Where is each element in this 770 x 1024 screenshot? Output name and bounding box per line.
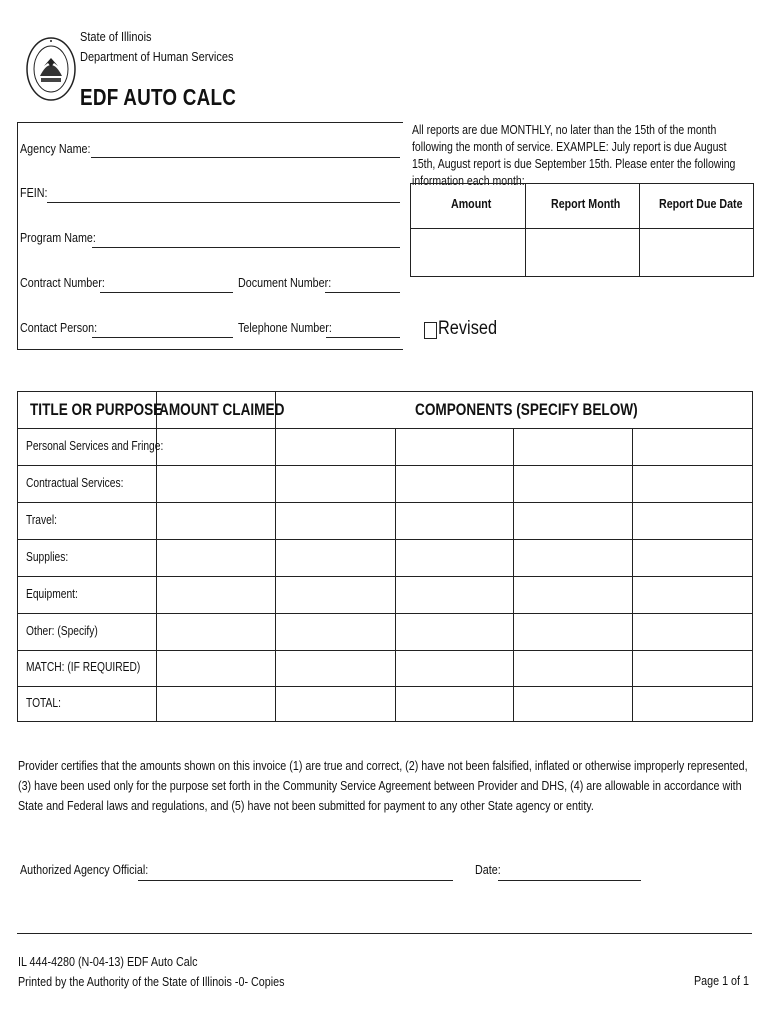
amount-cell[interactable] <box>411 229 525 276</box>
telephone-number-field[interactable] <box>326 337 400 338</box>
state-seal-logo <box>26 36 76 102</box>
due-header-amount: Amount <box>451 196 492 211</box>
row-personal-services: Personal Services and Fringe: <box>26 439 164 453</box>
state-name: State of Illinois <box>80 30 152 44</box>
form-id: IL 444-4280 (N-04-13) EDF Auto Calc <box>18 955 198 969</box>
header-amount-claimed: AMOUNT CLAIMED <box>159 400 285 419</box>
row-contractual-services: Contractual Services: <box>26 476 124 490</box>
official-label: Authorized Agency Official: <box>20 863 149 877</box>
provider-certification: Provider certifies that the amounts shown on this invoice (1) are true and correct, (2) have not been falsified, inflated or otherwise improperly represented, (3) have been used only for the purpose set forth in the Community Service Agreement between Provider and DHS, (4) are allowable in accordance with State and Federal laws and regulations, and (5) have not been submitted for payment to any other State agency or entity. <box>18 759 748 813</box>
expense-table <box>17 391 753 722</box>
row-equipment: Equipment: <box>26 587 78 601</box>
fein-field[interactable] <box>47 202 400 203</box>
agency-name-field[interactable] <box>91 157 400 158</box>
row-supplies: Supplies: <box>26 550 69 564</box>
revised-checkbox[interactable] <box>424 322 437 339</box>
report-month-cell[interactable] <box>526 229 639 276</box>
fein-label: FEIN: <box>20 186 48 200</box>
due-header-report-due-date: Report Due Date <box>659 196 743 211</box>
page-title: EDF AUTO CALC <box>80 84 237 110</box>
contract-number-label: Contract Number: <box>20 276 105 290</box>
row-other: Other: (Specify) <box>26 624 98 638</box>
program-name-field[interactable] <box>92 247 400 248</box>
telephone-number-label: Telephone Number: <box>238 321 332 335</box>
contact-person-field[interactable] <box>92 337 233 338</box>
header-components: COMPONENTS (SPECIFY BELOW) <box>415 400 638 419</box>
report-due-date-cell[interactable] <box>640 229 753 276</box>
monthly-report-notice: All reports are due MONTHLY, no later than the 15th of the month following the month of service. EXAMPLE: July report is due August 15th, August report is due September 15th. Please enter the following information each month: <box>412 123 736 188</box>
document-number-field[interactable] <box>325 292 400 293</box>
header-title-or-purpose: TITLE OR PURPOSE <box>30 400 163 419</box>
footer-divider <box>17 933 752 934</box>
date-field[interactable] <box>498 880 641 881</box>
official-signature-field[interactable] <box>138 880 453 881</box>
row-total: TOTAL: <box>26 696 61 710</box>
revised-label: Revised <box>438 318 498 339</box>
report-due-table <box>410 183 754 277</box>
agency-name-label: Agency Name: <box>20 142 91 156</box>
program-name-label: Program Name: <box>20 231 96 245</box>
page-number: Page 1 of 1 <box>694 974 749 988</box>
contract-number-field[interactable] <box>100 292 233 293</box>
contact-person-label: Contact Person: <box>20 321 98 335</box>
document-number-label: Document Number: <box>238 276 332 290</box>
date-label: Date: <box>475 863 501 877</box>
department-name: Department of Human Services <box>80 50 234 64</box>
row-match: MATCH: (IF REQUIRED) <box>26 660 141 674</box>
printed-by: Printed by the Authority of the State of Illinois -0- Copies <box>18 975 285 989</box>
row-travel: Travel: <box>26 513 57 527</box>
due-header-report-month: Report Month <box>551 196 621 211</box>
